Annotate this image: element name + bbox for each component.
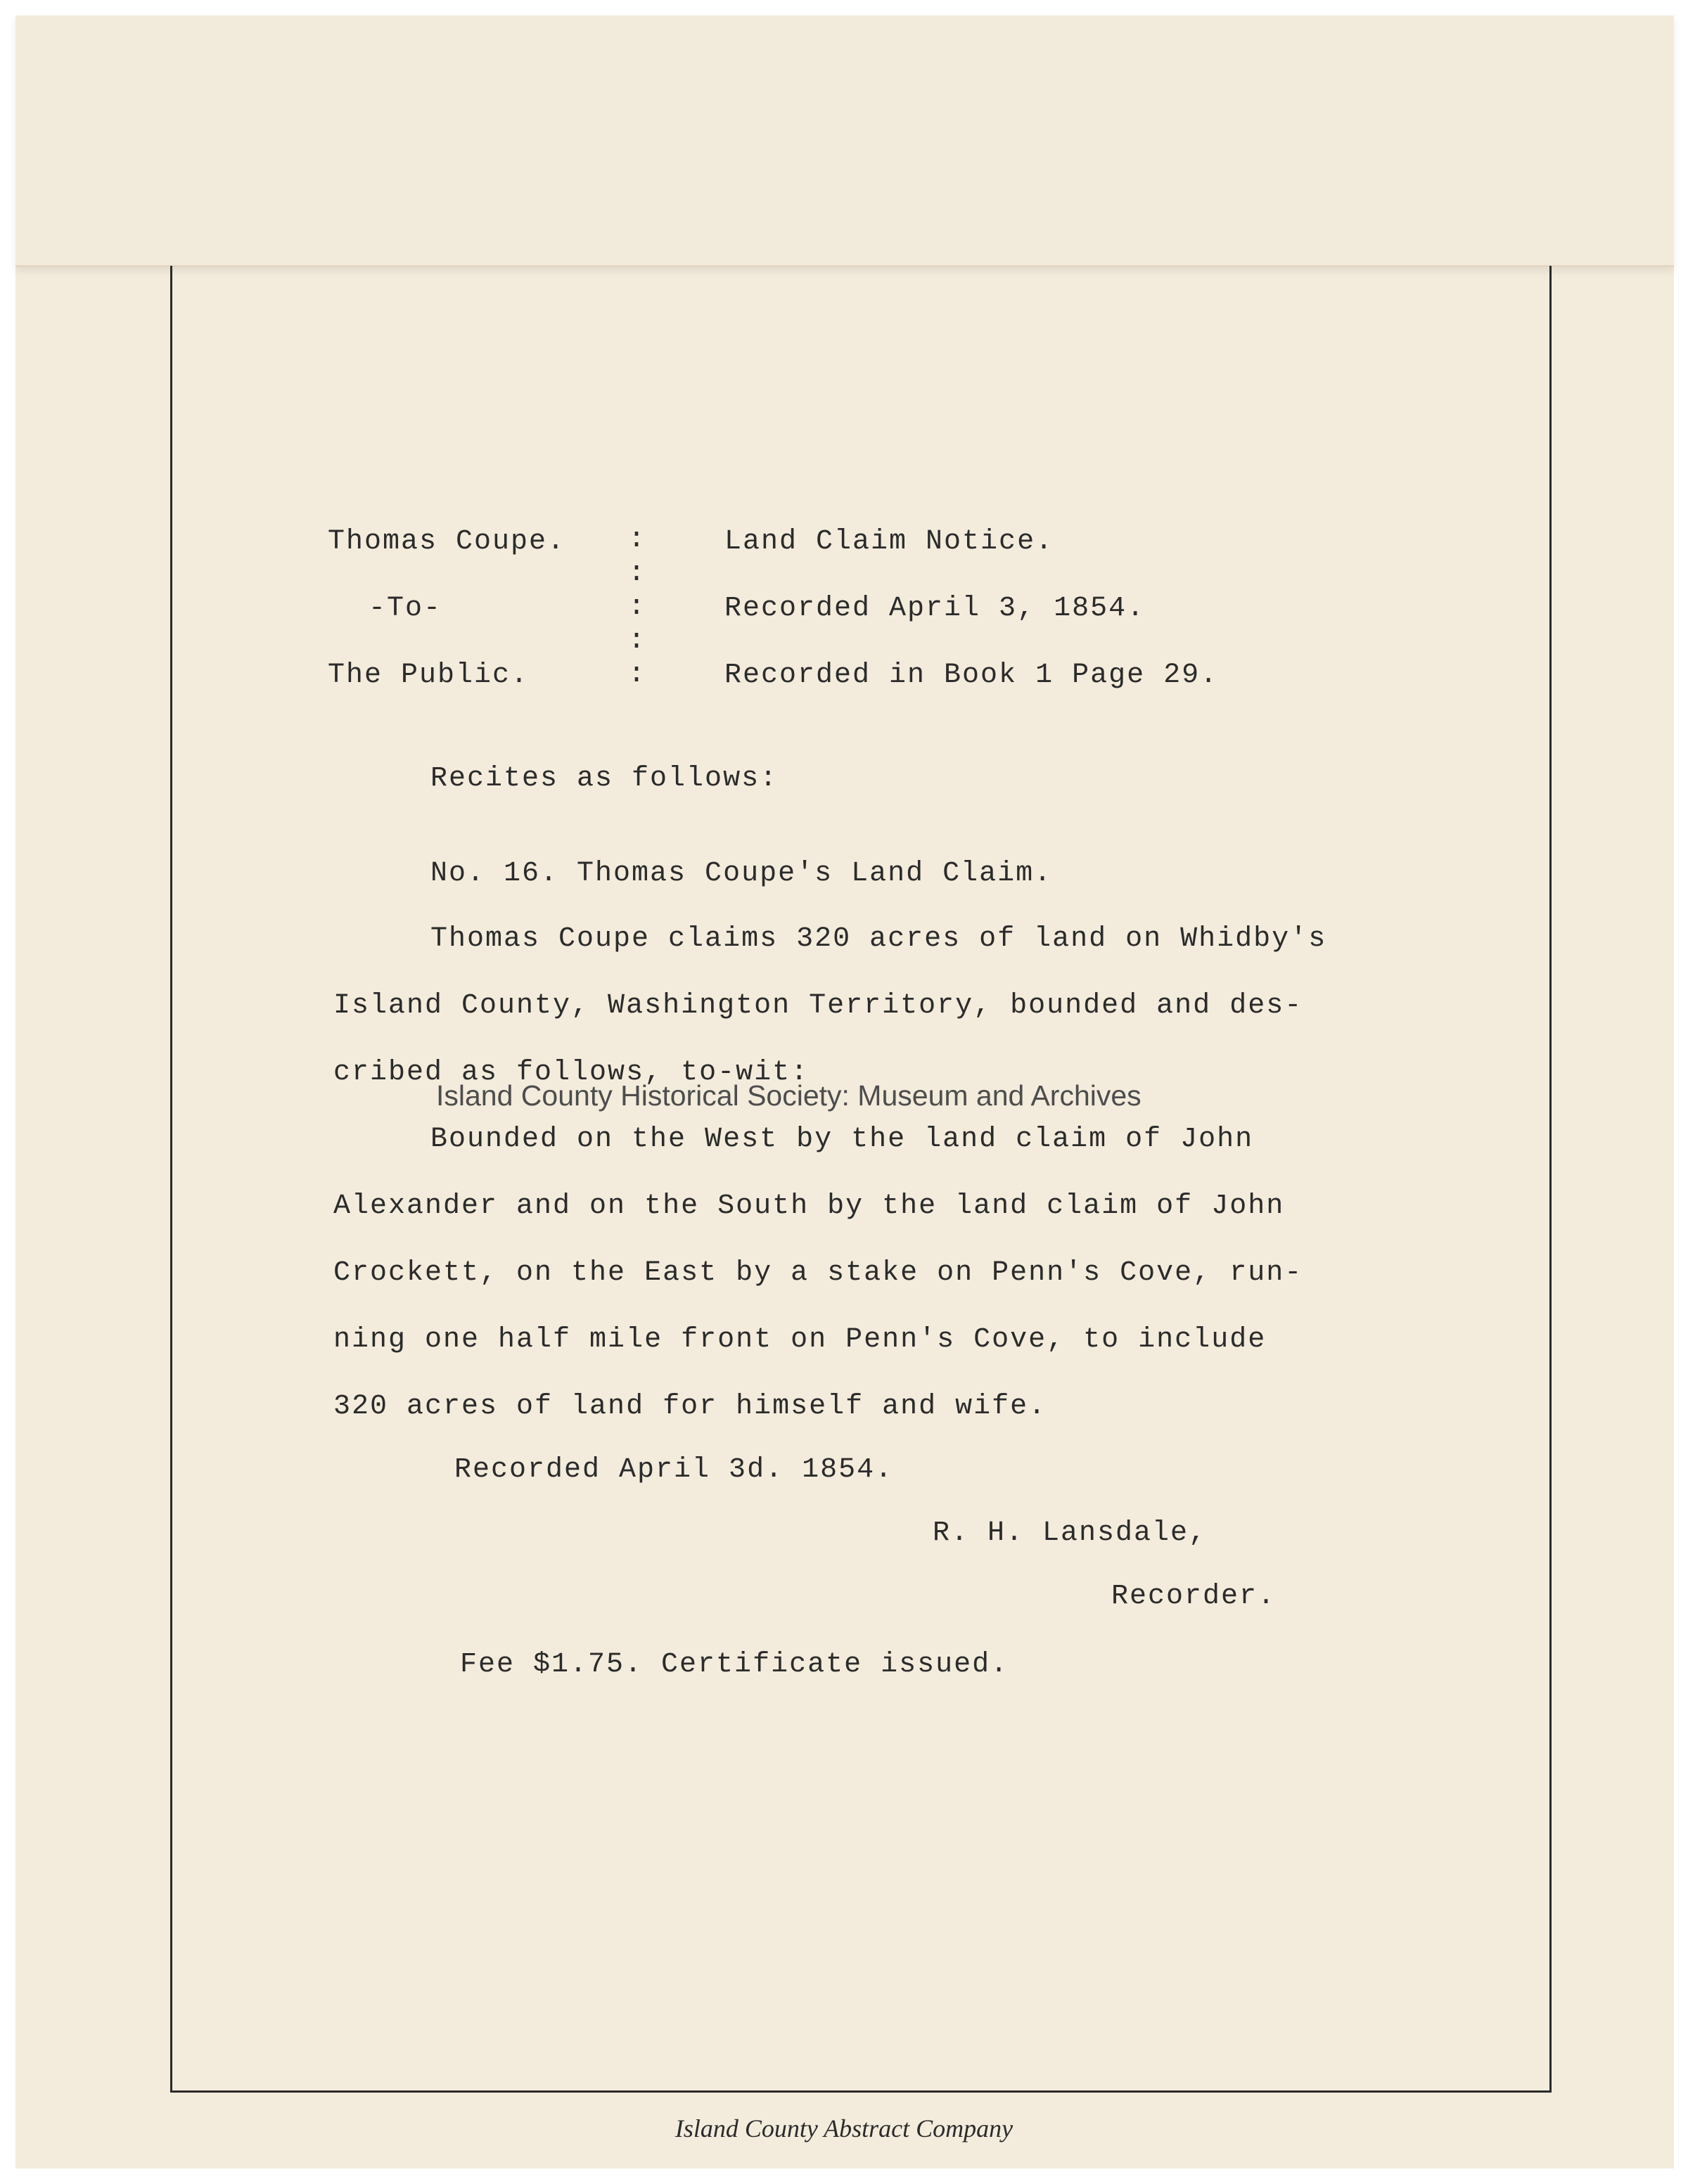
separator-colon: : — [627, 524, 645, 555]
recorded-date: Recorded April 3, 1854. — [724, 593, 1146, 624]
boundary-paragraph-line: Crockett, on the East by a stake on Penn's Cove, run- — [333, 1257, 1303, 1289]
recites-line: Recites as follows: — [430, 763, 779, 795]
separator-colon: : — [627, 558, 645, 589]
recorded-line: Recorded April 3d. 1854. — [454, 1454, 894, 1486]
separator-colon: : — [627, 625, 645, 657]
party-to-label: -To- — [369, 593, 442, 624]
signer-name: R. H. Lansdale, — [933, 1517, 1208, 1549]
boundary-paragraph-line: ning one half mile front on Penn's Cove, to include — [333, 1324, 1267, 1356]
boundary-paragraph-line: 320 acres of land for himself and wife. — [333, 1391, 1047, 1422]
claim-paragraph-line: Thomas Coupe claims 320 acres of land on Whidby's — [430, 923, 1327, 955]
party-from: Thomas Coupe. — [328, 526, 566, 558]
signer-title: Recorder. — [1111, 1581, 1277, 1612]
footer-company: Island County Abstract Company — [674, 2114, 1014, 2143]
folded-page-edge — [15, 15, 1674, 267]
claim-paragraph-line: cribed as follows, to-wit: — [333, 1057, 810, 1088]
boundary-paragraph-line: Alexander and on the South by the land claim of John — [333, 1190, 1285, 1222]
claim-paragraph-line: Island County, Washington Territory, bounded and des- — [333, 990, 1303, 1022]
party-to: The Public. — [328, 660, 530, 691]
boundary-paragraph-line: Bounded on the West by the land claim of John — [430, 1124, 1254, 1155]
archive-watermark: Island County Historical Society: Museum and Archives — [436, 1079, 1142, 1112]
fee-line: Fee $1.75. Certificate issued. — [460, 1649, 1009, 1681]
separator-colon: : — [627, 659, 645, 690]
claim-title: No. 16. Thomas Coupe's Land Claim. — [430, 858, 1053, 889]
separator-colon: : — [627, 591, 645, 623]
recorded-book-page: Recorded in Book 1 Page 29. — [724, 660, 1219, 691]
instrument-type: Land Claim Notice. — [724, 526, 1054, 558]
